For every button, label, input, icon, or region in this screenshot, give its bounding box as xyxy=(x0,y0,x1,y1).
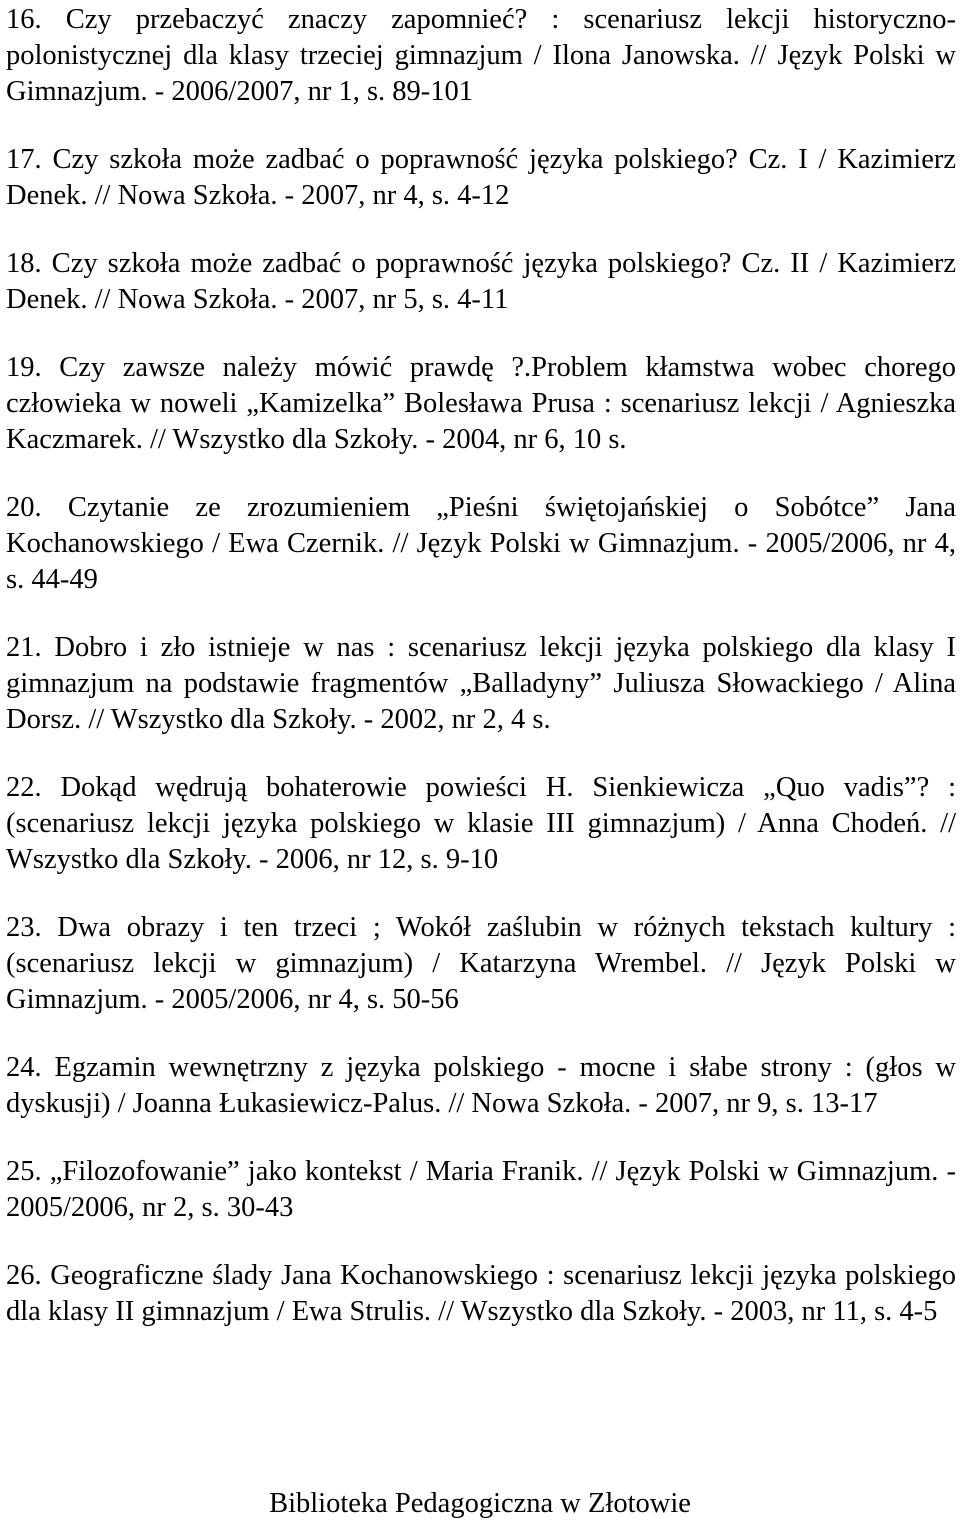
bibliography-entry-16: 16. Czy przebaczyć znaczy zapomnieć? : scenariusz lekcji historyczno-polonistycznej dla klasy trzeciej gimnazjum / Ilona Janowska. // Język Polski w Gimnazjum. - 2006/2007, nr 1, s. 89-101 xyxy=(6,4,956,107)
bibliography-entry-26: 26. Geograficzne ślady Jana Kochanowskiego : scenariusz lekcji języka polskiego dla klasy II gimnazjum / Ewa Strulis. // Wszystko dla Szkoły. - 2003, nr 11, s. 4-5 xyxy=(6,1260,956,1327)
bibliography-entry-25: 25. „Filozofowanie” jako kontekst / Maria Franik. // Język Polski w Gimnazjum. - 2005/2006, nr 2, s. 30-43 xyxy=(6,1156,956,1223)
bibliography-entry-20: 20. Czytanie ze zrozumieniem „Pieśni świętojańskiej o Sobótce” Jana Kochanowskiego / Ewa Czernik. // Język Polski w Gimnazjum. - 2005/2006, nr 4, s. 44-49 xyxy=(6,492,956,595)
bibliography-entry-24: 24. Egzamin wewnętrzny z języka polskiego - mocne i słabe strony : (głos w dyskusji) / Joanna Łukasiewicz-Palus. // Nowa Szkoła. - 2007, nr 9, s. 13-17 xyxy=(6,1052,956,1119)
bibliography-entry-21: 21. Dobro i zło istnieje w nas : scenariusz lekcji języka polskiego dla klasy I gimnazjum na podstawie fragmentów „Balladyny” Juliusza Słowackiego / Alina Dorsz. // Wszystko dla Szkoły. - 2002, nr 2, 4 s. xyxy=(6,632,956,735)
bibliography-list xyxy=(6,2,956,1362)
bibliography-entry-18: 18. Czy szkoła może zadbać o poprawność języka polskiego? Cz. II / Kazimierz Denek. // Nowa Szkoła. - 2007, nr 5, s. 4-11 xyxy=(6,248,956,315)
page-footer: Biblioteka Pedagogiczna w Złotowie xyxy=(269,1488,691,1519)
bibliography-entry-19: 19. Czy zawsze należy mówić prawdę ?.Problem kłamstwa wobec chorego człowieka w noweli „Kamizelka” Bolesława Prusa : scenariusz lekcji / Agnieszka Kaczmarek. // Wszystko dla Szkoły. - 2004, nr 6, 10 s. xyxy=(6,352,956,455)
bibliography-entry-23: 23. Dwa obrazy i ten trzeci ; Wokół zaślubin w różnych tekstach kultury : (scenariusz lekcji w gimnazjum) / Katarzyna Wrembel. // Język Polski w Gimnazjum. - 2005/2006, nr 4, s. 50-56 xyxy=(6,912,956,1015)
bibliography-entry-22: 22. Dokąd wędrują bohaterowie powieści H. Sienkiewicza „Quo vadis”? : (scenariusz lekcji języka polskiego w klasie III gimnazjum) / Anna Chodeń. // Wszystko dla Szkoły. - 2006, nr 12, s. 9-10 xyxy=(6,772,956,875)
bibliography-entry-17: 17. Czy szkoła może zadbać o poprawność języka polskiego? Cz. I / Kazimierz Denek. // Nowa Szkoła. - 2007, nr 4, s. 4-12 xyxy=(6,144,956,211)
